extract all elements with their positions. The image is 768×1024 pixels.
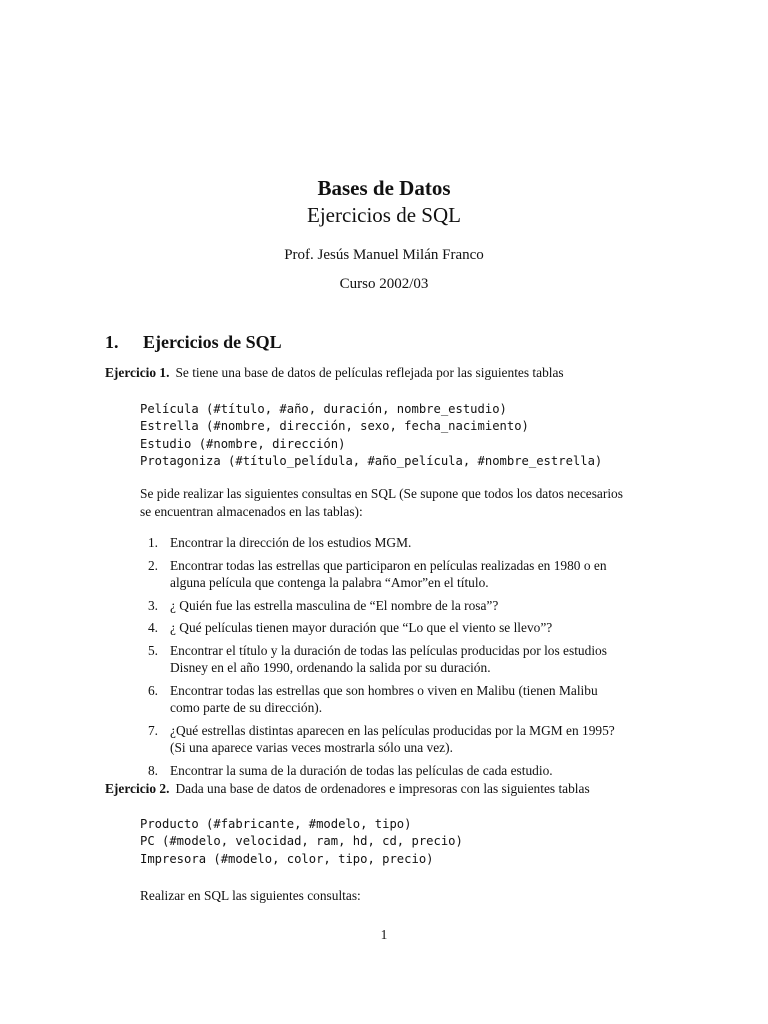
course-line: Curso 2002/03 <box>339 276 429 292</box>
list-item <box>140 642 680 677</box>
list-item-text: alguna película que contenga la palabra “Amor”en el título. <box>170 575 489 590</box>
list-item-text: Encontrar la suma de la duración de todas las películas de cada estudio. <box>170 762 553 778</box>
list-item-number: 7. <box>147 722 158 738</box>
schema-line: Impresora (#modelo, color, tipo, precio) <box>140 851 434 866</box>
section-title: Ejercicios de SQL <box>143 332 282 352</box>
list-item-text: (Si una aparece varias veces mostrarla sólo una vez). <box>170 740 453 755</box>
list-item-text: como parte de su dirección). <box>170 700 323 715</box>
exercise-2-prompt: Realizar en SQL las siguientes consultas: <box>140 888 361 903</box>
list-item <box>140 762 680 780</box>
exercise-1-intro <box>105 364 564 382</box>
list-item-text: Disney en el año 1990, ordenando la salida por su duración. <box>170 660 491 675</box>
schema-line: Estudio (#nombre, dirección) <box>140 436 346 451</box>
schema-line: Protagoniza (#título_pelídula, #año_película, #nombre_estrella) <box>140 453 603 468</box>
schema-line: Producto (#fabricante, #modelo, tipo) <box>140 817 412 831</box>
exercise-2-lead: Ejercicio 2. <box>105 781 170 796</box>
exercise-1-intro-text: Se tiene una base de datos de películas reflejada por las siguientes tablas <box>175 365 564 380</box>
section-heading <box>105 332 282 353</box>
author-line: Prof. Jesús Manuel Milán Franco <box>284 247 484 263</box>
list-item <box>140 534 680 552</box>
exercise-1-lead: Ejercicio 1. <box>105 365 170 380</box>
list-item-text: Encontrar el título y la duración de todas las películas producidas por los estudios <box>170 642 607 658</box>
exercise-1-question-list <box>140 534 680 784</box>
list-item-text: ¿Qué estrellas distintas aparecen en las películas producidas por la MGM en 1995? <box>170 722 615 738</box>
list-item-number: 5. <box>147 642 158 658</box>
section-number: 1. <box>105 332 119 352</box>
list-item-text: Encontrar todas las estrellas que son hombres o viven en Malibu (tienen Malibu <box>170 682 598 698</box>
list-item-text: ¿ Quién fue las estrella masculina de “El nombre de la rosa”? <box>170 597 499 613</box>
list-item-number: 1. <box>147 535 158 550</box>
list-item <box>140 619 680 637</box>
document-title: Bases de Datos <box>317 176 451 200</box>
schema-line: PC (#modelo, velocidad, ram, hd, cd, precio) <box>140 834 463 849</box>
list-item <box>140 597 680 615</box>
exercise-2-intro <box>105 780 590 798</box>
exercise-1-prompt <box>140 485 623 521</box>
list-item-text: Encontrar la dirección de los estudios MGM. <box>170 535 412 550</box>
schema-line: Estrella (#nombre, dirección, sexo, fecha_nacimiento) <box>140 419 529 434</box>
list-item-number: 4. <box>147 620 158 635</box>
page-number: 1 <box>380 927 388 942</box>
list-item <box>140 557 680 592</box>
prompt-line: se encuentran almacenados en las tablas): <box>140 504 363 519</box>
exercise-2-intro-text: Dada una base de datos de ordenadores e impresoras con las siguientes tablas <box>175 781 590 796</box>
list-item-number: 3. <box>147 597 158 613</box>
document-subtitle: Ejercicios de SQL <box>307 203 461 227</box>
list-item-number: 2. <box>147 557 158 573</box>
list-item-number: 6. <box>147 682 158 698</box>
list-item-text: ¿ Qué películas tienen mayor duración que “Lo que el viento se llevo”? <box>170 620 553 635</box>
prompt-line: Se pide realizar las siguientes consultas en SQL (Se supone que todos los datos necesarios <box>140 486 623 501</box>
list-item-number: 8. <box>147 762 158 778</box>
schema-line: Película (#título, #año, duración, nombre_estudio) <box>140 402 507 416</box>
exercise-2-schema <box>140 816 463 868</box>
list-item <box>140 722 680 757</box>
exercise-1-schema <box>140 401 602 470</box>
list-item <box>140 682 680 717</box>
list-item-text: Encontrar todas las estrellas que participaron en películas realizadas en 1980 o en <box>170 557 607 573</box>
